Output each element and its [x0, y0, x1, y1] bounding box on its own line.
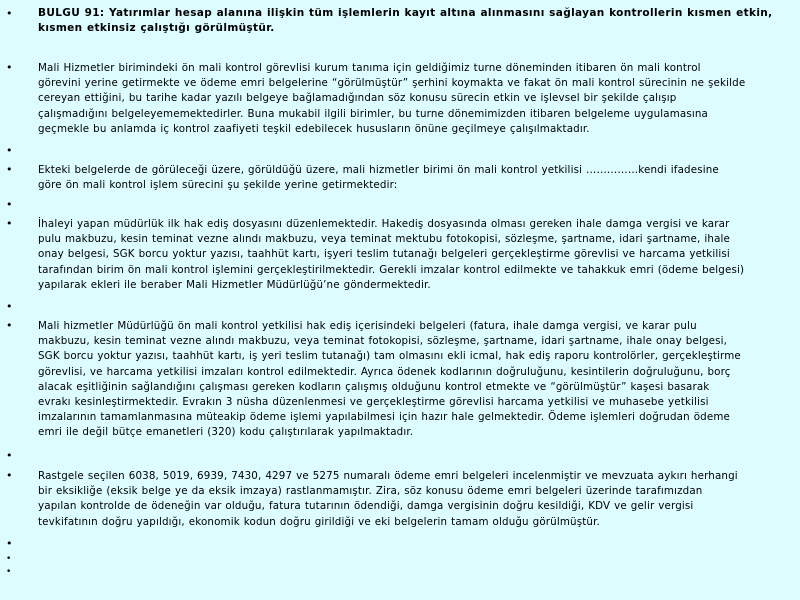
bullet-icon: •	[6, 7, 13, 20]
paragraph-text	[38, 163, 800, 193]
bullet-icon: •	[6, 554, 12, 564]
bullet-icon: •	[6, 469, 13, 482]
finding-heading	[38, 6, 800, 36]
bullet-icon: •	[6, 449, 13, 462]
bullet-icon: •	[6, 300, 13, 313]
paragraph-line: görevlisi, ve harcama yetkilisi imzaları kontrol edilmektedir. Ayrıca ödenek kodlarının doğruluğunu, kesintilerin doğruluğunu, borç	[38, 365, 731, 378]
bullet-icon: •	[6, 163, 13, 176]
paragraph-line: İhaleyi yapan müdürlük ilk hak ediş dosyasını düzenlemektedir. Hakediş dosyasında olması gereken ihale damga vergisi ve karar	[38, 218, 730, 230]
paragraph-line: alacak eşitliğinin sağlandığını çalışması gereken kodların çalışmış olduğunu kontrol etmekte ve “görülmüştür” kaşesi basarak	[38, 380, 710, 393]
paragraph-line: yapılan kontrolde de ödeneğin var olduğu, fatura tutarının ödendiği, damga vergisinin doğru kesildiği, KDV ve gelir vergisi	[38, 500, 694, 513]
paragraph-line: tarafından birim ön mali kontrol işlemini gerçekleştirilmektedir. Gerekli imzalar kontrol edilmekte ve tahakkuk emri (ödeme belgesi)	[38, 263, 745, 276]
paragraph-line: pulu makbuzu, kesin teminat vezne alındı makbuzu, veya teminat mektubu fotokopisi, sözleşme, şartname, idari şartname, ihale	[38, 233, 731, 246]
bullet-icon: •	[6, 61, 13, 74]
paragraph-line: Rastgele seçilen 6038, 5019, 6939, 7430, 4297 ve 5275 numaralı ödeme emri belgeleri incelenmiştir ve mevzuata aykırı herhangi	[38, 470, 738, 482]
bullet-icon: •	[6, 567, 12, 577]
paragraph-line: çalışmadığını belgeleyememektedirler. Buna mukabil ilgili birimler, bu turne dönemimizden itibaren belgeleme uygulamasına	[38, 107, 709, 120]
bullet-icon: •	[6, 198, 13, 211]
paragraph-line: görevini yerine getirmekte ve ödeme emri belgelerine “görülmüştür” şerhini koymakta ve fakat ön mali kontrol sürecinin ne şekilde	[38, 77, 746, 90]
bullet-icon: •	[6, 144, 13, 157]
paragraph-line: cereyan ettiğini, bu tarihe kadar yazılı belgeye bağlamadığından söz konusu sürecin etkin ve işlevsel bir şekilde çalışıp	[38, 92, 677, 105]
paragraph-line: bir eksikliğe (eksik belge ye da eksik imzaya) rastlanmamıştır. Zira, söz konusu ödeme emri belgeleri üzerinde tarafımızdan	[38, 485, 703, 498]
paragraph-line: Ekteki belgelerde de görüleceği üzere, görüldüğü üzere, mali hizmetler birimi ön mali kontrol yetkilisi ……………kendi ifadesine	[38, 164, 719, 176]
paragraph-line: Mali hizmetler Müdürlüğü ön mali kontrol yetkilisi hak ediş içerisindeki belgeleri (fatura, ihale damga vergisi, ve karar pulu	[38, 320, 697, 332]
paragraph-line: Mali Hizmetler birimindeki ön mali kontrol görevlisi kurum tanıma için geldiğimiz turne döneminden itibaren ön mali kontrol	[38, 62, 701, 74]
paragraph-line: imzalarının tamamlanmasına müteakip ödeme işlemi yapılabilmesi için hazır hale gelmektedir. Ödeme işlemleri doğrudan ödeme	[38, 411, 731, 424]
paragraph-line: yapılarak ekleri ile beraber Mali Hizmetler Müdürlüğü’ne göndermektedir.	[38, 278, 431, 291]
paragraph-text	[38, 319, 800, 441]
finding-line: BULGU 91: Yatırımlar hesap alanına ilişkin tüm işlemlerin kayıt altına alınmasını sağlayan kontrollerin kısmen etkin,	[38, 7, 773, 19]
bullet-icon: •	[6, 537, 13, 550]
paragraph-text	[38, 217, 800, 293]
paragraph-line: makbuzu, kesin teminat vezne alındı makbuzu, veya teminat fotokopisi, sözleşme, şartname, idari şartname, ihale onay belgesi,	[38, 335, 728, 348]
finding-line: kısmen etkinsiz çalıştığı görülmüştür.	[38, 22, 275, 35]
paragraph-line: onay belgesi, SGK borcu yoktur yazısı, taahhüt kartı, işyeri teslim tutanağı belgeleri gerçekleştirme görevlisi ve harcama yetkilisi	[38, 248, 730, 261]
paragraph-line: evrakı kesinleştirmektedir. Evrakın 3 nüsha düzenlenmesi ve gerçekleştirme görevlisi harcama yetkilisi ve muhasebe yetkilisi	[38, 396, 709, 409]
paragraph-line: göre ön mali kontrol işlem sürecini şu şekilde yerine getirmektedir:	[38, 179, 398, 192]
paragraph-text	[38, 61, 800, 137]
paragraph-line: tevkifatının doğru yapıldığı, ekonomik kodun doğru girildiği ve eki belgelerin tamam olduğu görülmüştür.	[38, 515, 600, 528]
paragraph-line: emri ile değil bütçe emanetleri (320) kodu çalıştırılarak yapılmaktadır.	[38, 426, 414, 439]
bullet-icon: •	[6, 217, 13, 230]
paragraph-line: SGK borcu yoktur yazısı, taahhüt kartı, iş yeri teslim tutanağı) tam olmasını ekli icmal, hak ediş raporu kontrolörler, gerçekleştirme	[38, 350, 741, 363]
paragraph-line: geçmekle bu anlamda iç kontrol zaafiyeti teşkil edebilecek hususların önüne geçilmeye çalışılmaktadır.	[38, 122, 590, 135]
bullet-icon: •	[6, 319, 13, 332]
paragraph-text	[38, 469, 800, 530]
